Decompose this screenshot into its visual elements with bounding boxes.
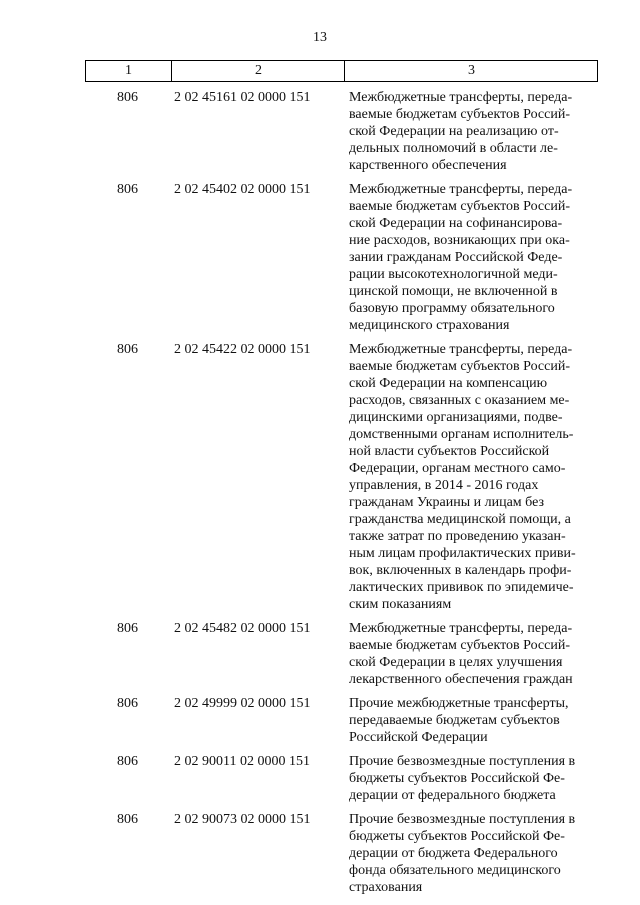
table-header-col-1: 1: [125, 63, 132, 78]
classification-code: 2 02 45482 02 0000 151: [174, 621, 311, 636]
table-header-col-3: 3: [344, 61, 598, 81]
description: Межбюджетные трансферты, переда- ваемые бюджетам субъектов Россий- ской Федерации в целях улучшения лекарственного обеспечения граждан: [349, 621, 573, 687]
table-row: [85, 89, 598, 174]
description: Межбюджетные трансферты, переда- ваемые бюджетам субъектов Россий- ской Федерации на софинансирова- ние расходов, возникающих при ока- зании гражданам Российской Феде- рации высокотехнологичной меди- цинской помощи, не включенной в базовую программу обязательного медицинского страхования: [349, 182, 573, 333]
table-row: [85, 753, 598, 804]
description: Межбюджетные трансферты, переда- ваемые бюджетам субъектов Россий- ской Федерации на компенсацию расходов, связанных с оказанием ме- дицинскими организациями, подве- домственными органам исполнитель- ной власти субъектов Российской Федерации, органам местного само- управления, в 2014 - 2016 годах гражданам Украины и лицам без гражданства медицинской помощи, а также затрат по проведению указан- ным лицам профилактических приви- вок, включенных в календарь профи- лактических прививок по эпидемиче- ским показаниям: [349, 342, 576, 612]
classification-code: 2 02 45161 02 0000 151: [174, 90, 311, 105]
table-header-row: [85, 60, 598, 82]
admin-code: 806: [117, 754, 138, 769]
table-row: [85, 341, 598, 613]
description: Прочие межбюджетные трансферты, передаваемые бюджетам субъектов Российской Федерации: [349, 696, 569, 745]
classification-code: 2 02 49999 02 0000 151: [174, 696, 311, 711]
admin-code: 806: [117, 812, 138, 827]
page-number: 13: [313, 30, 327, 45]
description: Межбюджетные трансферты, переда- ваемые бюджетам субъектов Россий- ской Федерации на реализацию от- дельных полномочий в области ле- карственного обеспечения: [349, 90, 573, 173]
table-header-col-2: 2: [171, 61, 345, 81]
admin-code: 806: [117, 621, 138, 636]
table-row: [85, 811, 598, 896]
classification-code: 2 02 90011 02 0000 151: [174, 754, 310, 769]
classification-code: 2 02 45402 02 0000 151: [174, 182, 311, 197]
table-body: [85, 89, 598, 903]
table-row: [85, 695, 598, 746]
table-row: [85, 181, 598, 334]
description: Прочие безвозмездные поступления в бюджеты субъектов Российской Фе- дерации от бюджета Федерального фонда обязательного медицинского страхования: [349, 812, 576, 895]
classification-code: 2 02 90073 02 0000 151: [174, 812, 311, 827]
classification-code: 2 02 45422 02 0000 151: [174, 342, 311, 357]
table-row: [85, 620, 598, 688]
admin-code: 806: [117, 342, 138, 357]
admin-code: 806: [117, 90, 138, 105]
admin-code: 806: [117, 182, 138, 197]
description: Прочие безвозмездные поступления в бюджеты субъектов Российской Фе- дерации от федерального бюджета: [349, 754, 576, 803]
admin-code: 806: [117, 696, 138, 711]
